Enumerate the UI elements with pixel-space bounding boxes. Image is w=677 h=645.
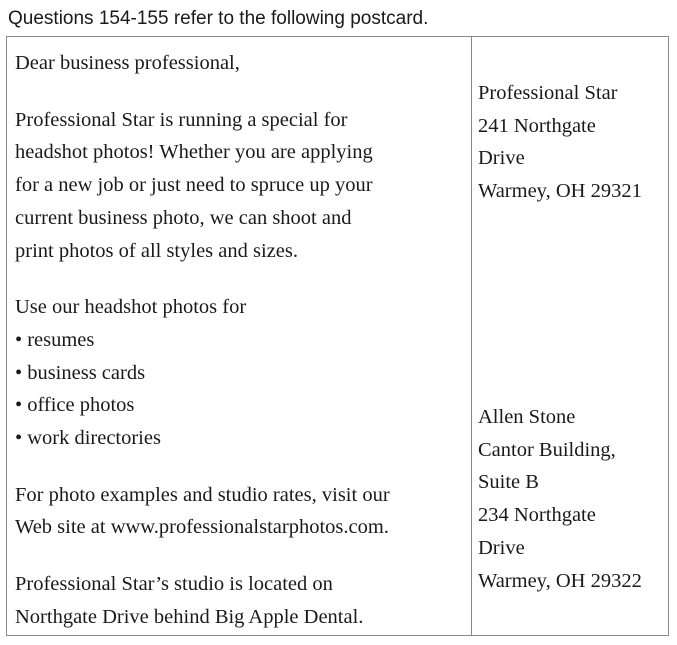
recipient-address-line: Drive: [478, 536, 525, 559]
list-item: • resumes: [15, 324, 471, 357]
location-paragraph: [15, 568, 471, 633]
postcard-address-column: [472, 37, 668, 635]
location-line: Northgate Drive behind Big Apple Dental.: [15, 605, 364, 628]
sender-address-line: Professional Star: [478, 82, 618, 104]
location-line: Professional Star’s studio is located on: [15, 573, 333, 596]
intro-line: print photos of all styles and sizes.: [15, 239, 298, 262]
list-item: • office photos: [15, 389, 471, 422]
question-instruction: refer to the following postcard.: [168, 8, 429, 29]
intro-line: headshot photos! Whether you are applying: [15, 141, 373, 164]
sender-address-line: Drive: [478, 147, 525, 170]
examples-paragraph: [15, 479, 471, 544]
uses-heading: Use our headshot photos for: [15, 296, 247, 319]
sender-address: [478, 77, 642, 208]
sender-address-line: 241 Northgate: [478, 114, 596, 137]
examples-line: For photo examples and studio rates, visit our: [15, 483, 390, 506]
recipient-address-line: 234 Northgate: [478, 504, 596, 527]
sender-address-line: Warmey, OH 29321: [478, 180, 642, 203]
postcard-message: [7, 37, 472, 635]
question-header: [8, 7, 428, 31]
uses-list: [15, 324, 471, 455]
intro-line: Professional Star is running a special for: [15, 108, 348, 131]
intro-line: for a new job or just need to spruce up your: [15, 174, 373, 197]
question-range: Questions 154-155: [8, 8, 169, 29]
intro-paragraph: [15, 104, 471, 268]
list-item: • work directories: [15, 422, 471, 455]
recipient-address: [478, 401, 642, 597]
list-item: • business cards: [15, 357, 471, 390]
examples-line: Web site at www.professionalstarphotos.com.: [15, 516, 389, 539]
recipient-address-line: Suite B: [478, 471, 539, 494]
salutation: Dear business professional,: [15, 52, 240, 74]
postcard: [6, 36, 669, 636]
intro-line: current business photo, we can shoot and: [15, 206, 352, 229]
recipient-address-line: Warmey, OH 29322: [478, 569, 642, 592]
recipient-address-line: Allen Stone: [478, 406, 576, 428]
recipient-address-line: Cantor Building,: [478, 438, 616, 461]
